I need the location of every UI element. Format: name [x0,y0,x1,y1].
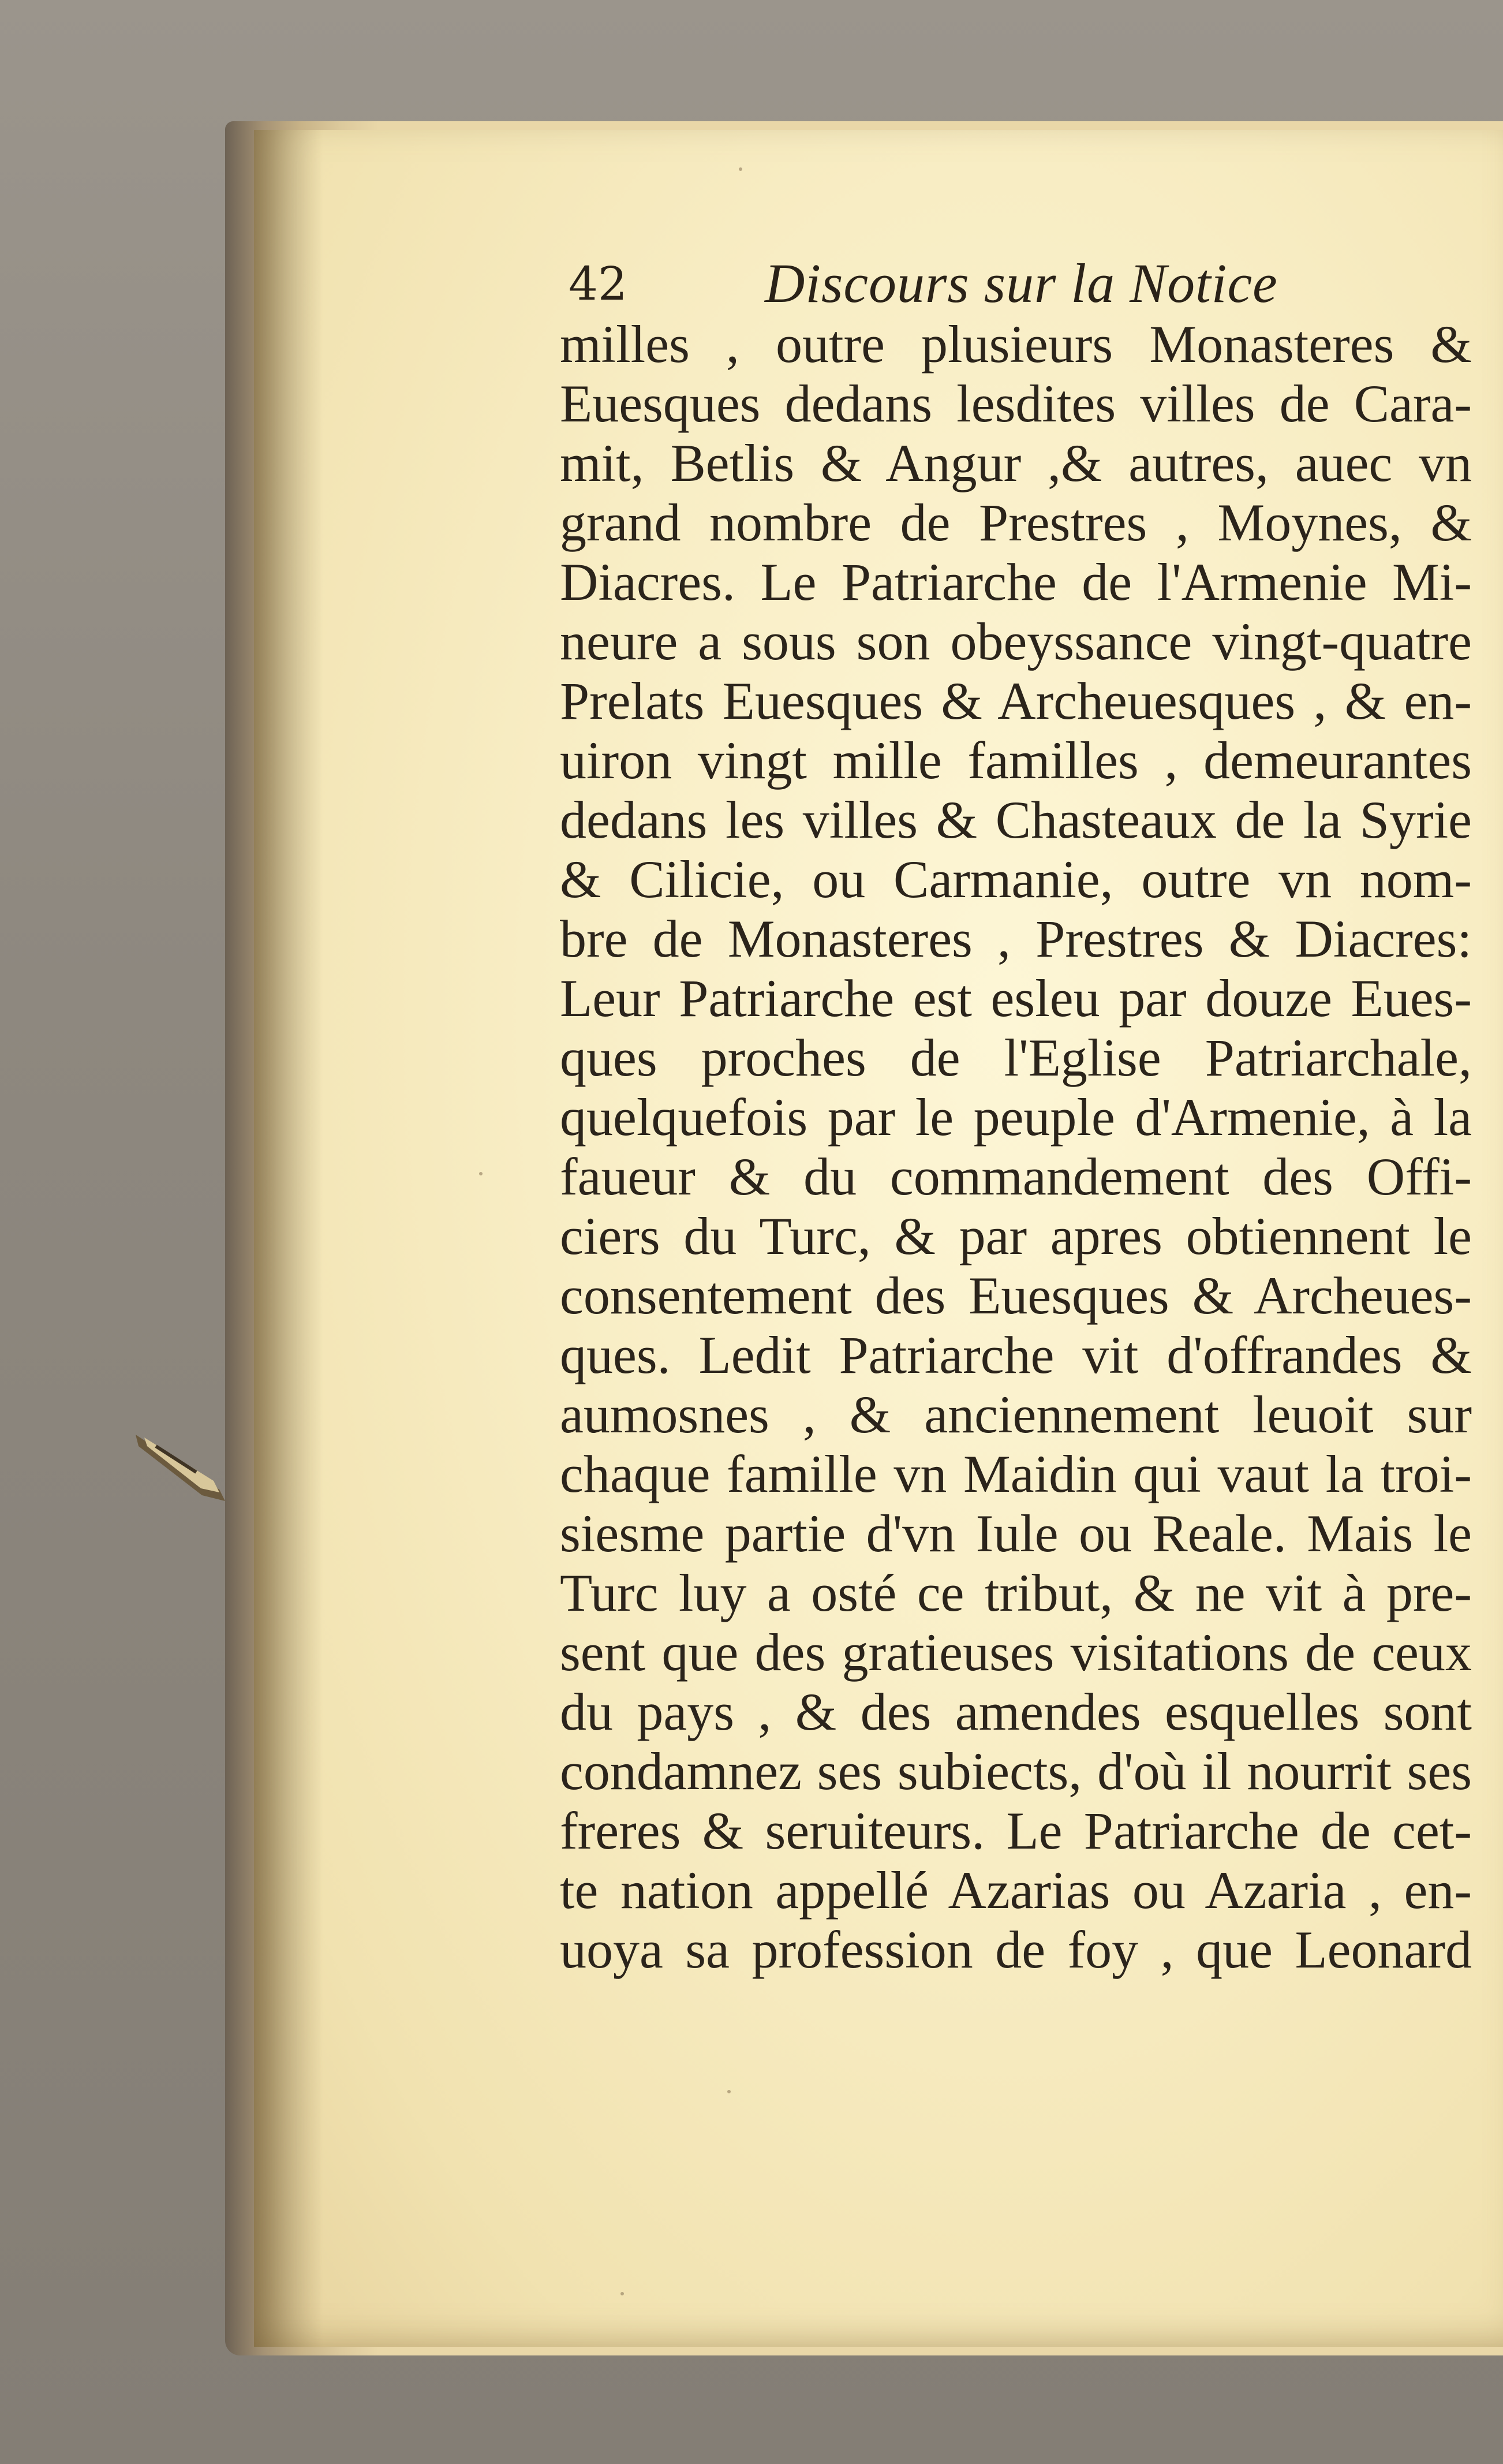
text-line: Turc luy a osté ce tribut, & ne vit à pre- [560,1563,1472,1622]
page-number: 42 [569,257,627,311]
text-line: chaque famille vn Maidin qui vaut la troi- [560,1444,1472,1503]
gutter-shadow [254,130,323,2347]
text-line: uoya sa profession de foy , que Leonard [560,1920,1472,1979]
text-line: freres & seruiteurs. Le Patriarche de cet- [560,1801,1472,1860]
text-line: te nation appellé Azarias ou Azaria , en- [560,1861,1472,1920]
text-line: mit, Betlis & Angur ,& autres, auec vn [560,434,1472,492]
text-line: aumosnes , & anciennement leuoit sur [560,1385,1472,1444]
text-line: ciers du Turc, & par apres obtiennent le [560,1207,1472,1265]
text-line: bre de Monasteres , Prestres & Diacres: [560,909,1472,968]
body-text [560,315,1472,1980]
text-line: dedans les villes & Chasteaux de la Syrie [560,790,1472,849]
text-line: consentement des Euesques & Archeues- [560,1266,1472,1325]
text-line: uiron vingt mille familles , demeurantes [560,731,1472,790]
text-line: du pays , & des amendes esquelles sont [560,1682,1472,1741]
text-line: grand nombre de Prestres , Moynes, & [560,493,1472,552]
text-line: sent que des gratieuses visitations de ceux [560,1623,1472,1682]
text-line: Diacres. Le Patriarche de l'Armenie Mi- [560,552,1472,611]
text-line: Leur Patriarche est esleu par douze Eues- [560,969,1472,1028]
text-line: ques proches de l'Eglise Patriarchale, [560,1028,1472,1087]
text-line: Prelats Euesques & Archeuesques , & en- [560,671,1472,730]
text-line: milles , outre plusieurs Monasteres & [560,315,1472,374]
text-line: Euesques dedans lesdites villes de Cara- [560,374,1472,433]
text-line: & Cilicie, ou Carmanie, outre vn nom- [560,850,1472,909]
paper-speck [620,2292,624,2295]
paper-speck [739,167,742,171]
text-line: siesme partie d'vn Iule ou Reale. Mais le [560,1504,1472,1563]
paper-speck [727,2090,731,2093]
bookmark-ribbon-icon [133,1426,231,1507]
text-line: quelquefois par le peuple d'Armenie, à la [560,1088,1472,1147]
paper-speck [479,1172,483,1175]
text-line: ques. Ledit Patriarche vit d'offrandes & [560,1326,1472,1384]
running-title: Discours sur la Notice [765,252,1278,314]
text-line: condamnez ses subiects, d'où il nourrit ses [560,1742,1472,1801]
text-line: neure a sous son obeyssance vingt-quatre [560,612,1472,671]
text-line: faueur & du commandement des Offi- [560,1147,1472,1206]
